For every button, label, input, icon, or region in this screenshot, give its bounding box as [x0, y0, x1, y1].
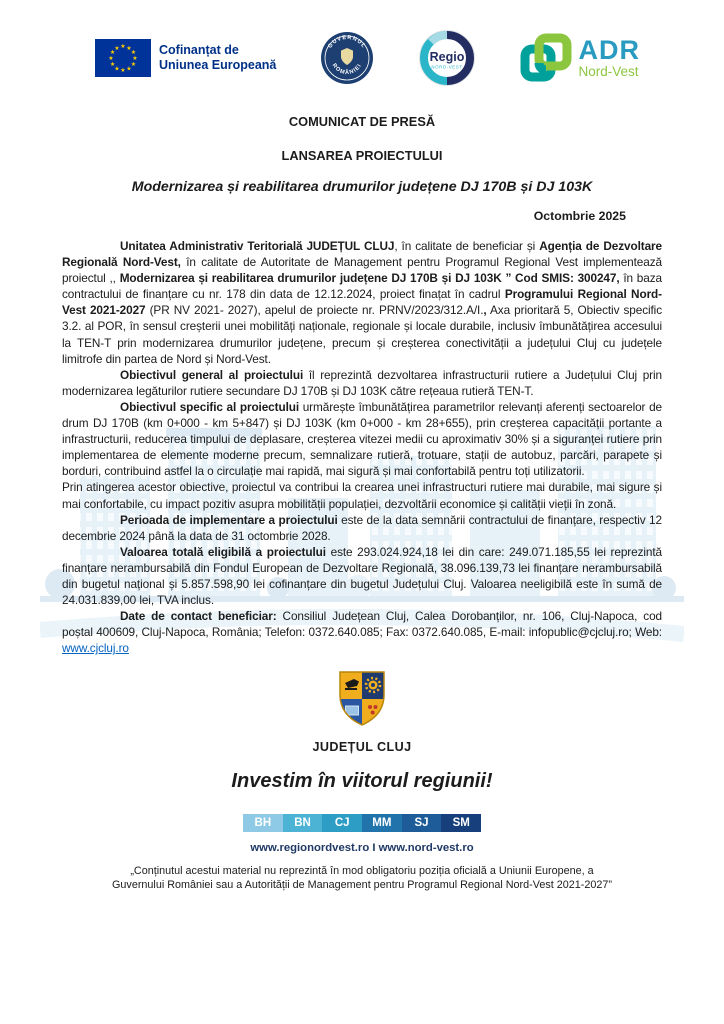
- county-cell-bh: BH: [243, 814, 283, 832]
- svg-text:★: ★: [130, 49, 137, 57]
- release-date: Octombrie 2025: [533, 209, 626, 223]
- text-run: Perioada de implementare a proiectului: [120, 512, 338, 527]
- paragraph: [62, 479, 662, 511]
- text-run: Date de contact beneficiar:: [120, 609, 277, 624]
- text-run: Obiectivul general al proiectului: [120, 367, 304, 382]
- press-body: [62, 238, 662, 656]
- svg-text:★: ★: [109, 49, 116, 57]
- text-run: (PR NV 2021- 2027), apelul de proiecte nr. PRNV/2023/312.A/I.: [145, 303, 484, 318]
- svg-text:★: ★: [132, 55, 138, 63]
- adr-nord-vest-logo: [520, 33, 640, 83]
- paragraph: [62, 608, 662, 656]
- paragraph: [62, 238, 662, 367]
- county-cell-bn: BN: [283, 814, 323, 832]
- text-run: este 293.024.924,18 lei din care: 249.071.185,55 lei reprezintă finanțare nerambursabilă din Fondul European de Dezvoltare Regională, 38.096.139,73 lei finanțare nerambursabilă din bugetul național și 5.857.598,90 lei cofinanțare din bugetul Județului Cluj. Valoarea neeligibilă este în sumă de 24.031.839,00 lei, TVA inclus.: [62, 544, 662, 608]
- text-run: Obiectivul specific al proiectului: [120, 399, 300, 414]
- slogan: Investim în viitorul regiunii!: [231, 770, 493, 793]
- disclaimer: „Conținutul acestui material nu reprezintă în mod obligatoriu poziția oficială a Uniunii Europene, a Guvernului României sau a Autorității de Management pentru Programul Regional Nord-Vest 2021-2027”: [112, 865, 612, 892]
- text-run: Prin atingerea acestor obiective, proiectul va contribui la crearea unei infrastructuri rutiere mai durabile, mai sigure și mai confortabile, cu impact pozitiv asupra mobilității populației, dezvoltării economice și calității vieții în zonă.: [62, 480, 662, 511]
- text-run: este de la data semnării contractului de finanțare, respectiv 12 decembrie 2024 până la data de 31 octombrie 2028.: [62, 512, 662, 543]
- text-run: în calitate de Autoritate de Management pentru Programul Regional Vest implementează proiectul ,,: [62, 255, 662, 286]
- svg-text:★: ★: [108, 55, 114, 63]
- county-cell-sj: SJ: [402, 814, 442, 832]
- websites-line: www.regionordvest.ro I www.nord-vest.ro: [250, 842, 474, 855]
- text-run: Modernizarea și reabilitarea drumurilor județene DJ 170B și DJ 103K ” Cod SMIS: 300247,: [119, 271, 620, 286]
- svg-text:★: ★: [109, 61, 116, 69]
- text-run: , în calitate de beneficiar și: [394, 239, 540, 253]
- county-cell-cj: CJ: [322, 814, 362, 832]
- text-run: Unitatea Administrativ Teritorială JUDEȚUL CLUJ: [120, 239, 395, 253]
- text-run: Consiliul Județean Cluj, Calea Dorobanților, nr. 106, Cluj-Napoca, cod poștal 400609, Cluj-Napoca, România; Telefon: 0372.640.085; Fax: 0372.640.085, E-mail: infopublic@cjcluj.ro; Web:: [62, 609, 662, 640]
- county-cell-mm: MM: [362, 814, 402, 832]
- romanian-government-seal-icon: [320, 31, 374, 85]
- svg-text:GUVERNUL: GUVERNUL: [327, 34, 368, 50]
- paragraph: [62, 544, 662, 608]
- project-title: Modernizarea și reabilitarea drumurilor județene DJ 170B și DJ 103K: [131, 179, 593, 195]
- adr-logo-label: ADR Nord-Vest: [578, 35, 640, 80]
- svg-text:★: ★: [130, 61, 137, 69]
- text-run: urmărește îmbunătățirea parametrilor relevanți aferenți sectoarelor de drum DJ 170B (km 0+000 - km 5+847) și DJ 103K (km 0+000 - km 28+655), prin creșterea capacității portante a infrastructurii, reducerea timpului de deplasare, creșterea vitezei medii cu aproximativ 30% și a siguranței rutiere prin implementarea de elemente moderne precum, semnalizare rutieră, trotuare, stații de autobuz, parcări, parapete și borduri, contribuind astfel la o circulație mai rapidă, mai sigură și mai confortabilă pentru toți utilizatorii.: [62, 399, 662, 479]
- eu-flag-icon: [95, 39, 151, 77]
- svg-text:Regio: Regio: [430, 50, 465, 64]
- cluj-coat-of-arms-icon: [337, 669, 387, 727]
- adr-chain-link-icon: [520, 33, 572, 83]
- svg-text:★: ★: [126, 65, 132, 73]
- county-bar: [243, 814, 481, 832]
- text-run: Valoarea totală eligibilă a proiectului: [120, 544, 326, 559]
- paragraph: [62, 512, 662, 544]
- text-run: ,: [483, 303, 487, 318]
- text-run: Programului Regional Nord-Vest 2021-2027: [62, 287, 662, 318]
- svg-text:★: ★: [120, 67, 126, 75]
- svg-text:★: ★: [114, 65, 120, 73]
- paragraph: [62, 367, 662, 399]
- svg-text:NORD-VEST: NORD-VEST: [431, 64, 464, 70]
- text-run: în baza contractului de finanțare cu nr. 178 din data de 12.12.2024, proiect finațat în cadrul: [62, 271, 662, 302]
- press-release-heading: COMUNICAT DE PRESĂ: [288, 114, 436, 129]
- paragraph: [62, 399, 662, 479]
- eu-cofunding-label: Cofinanțat de Uniunea Europeană: [159, 43, 277, 72]
- text-run: Agenția de Dezvoltare Regională Nord-Vest,: [62, 239, 662, 270]
- text-run: îl reprezintă dezvoltarea infrastructurii rutiere a Județului Cluj prin modernizarea legăturilor rutiere secundare DJ 170B și DJ 103K către rețeaua rutieră TEN-T.: [62, 367, 662, 398]
- text-run: Axa prioritară 5, Obiectiv specific 3.2. al POR, în sensul creșterii unei mobilități naționale, regionale și locale durabile, inclusiv îmbunătățirea accesului la TEN-T prin modernizarea drumurilor județene, precum și creșterea conectivității a județului Cluj cu județele limitrofe din partea de Nord și Nord-Vest.: [62, 303, 663, 366]
- header-logos: [95, 28, 640, 88]
- svg-text:★: ★: [114, 44, 120, 52]
- county-cell-sm: SM: [441, 814, 481, 832]
- eu-cofunding-logo: [95, 39, 276, 77]
- project-launch-heading: LANSAREA PROIECTULUI: [281, 148, 443, 163]
- regio-nord-vest-logo-icon: [418, 29, 476, 87]
- svg-text:ROMÂNIEI: ROMÂNIEI: [331, 62, 364, 77]
- county-name: JUDEȚUL CLUJ: [312, 740, 412, 755]
- cjcluj-website-link[interactable]: www.cjcluj.ro: [62, 641, 129, 656]
- svg-text:★: ★: [126, 44, 132, 52]
- svg-text:★: ★: [120, 43, 126, 51]
